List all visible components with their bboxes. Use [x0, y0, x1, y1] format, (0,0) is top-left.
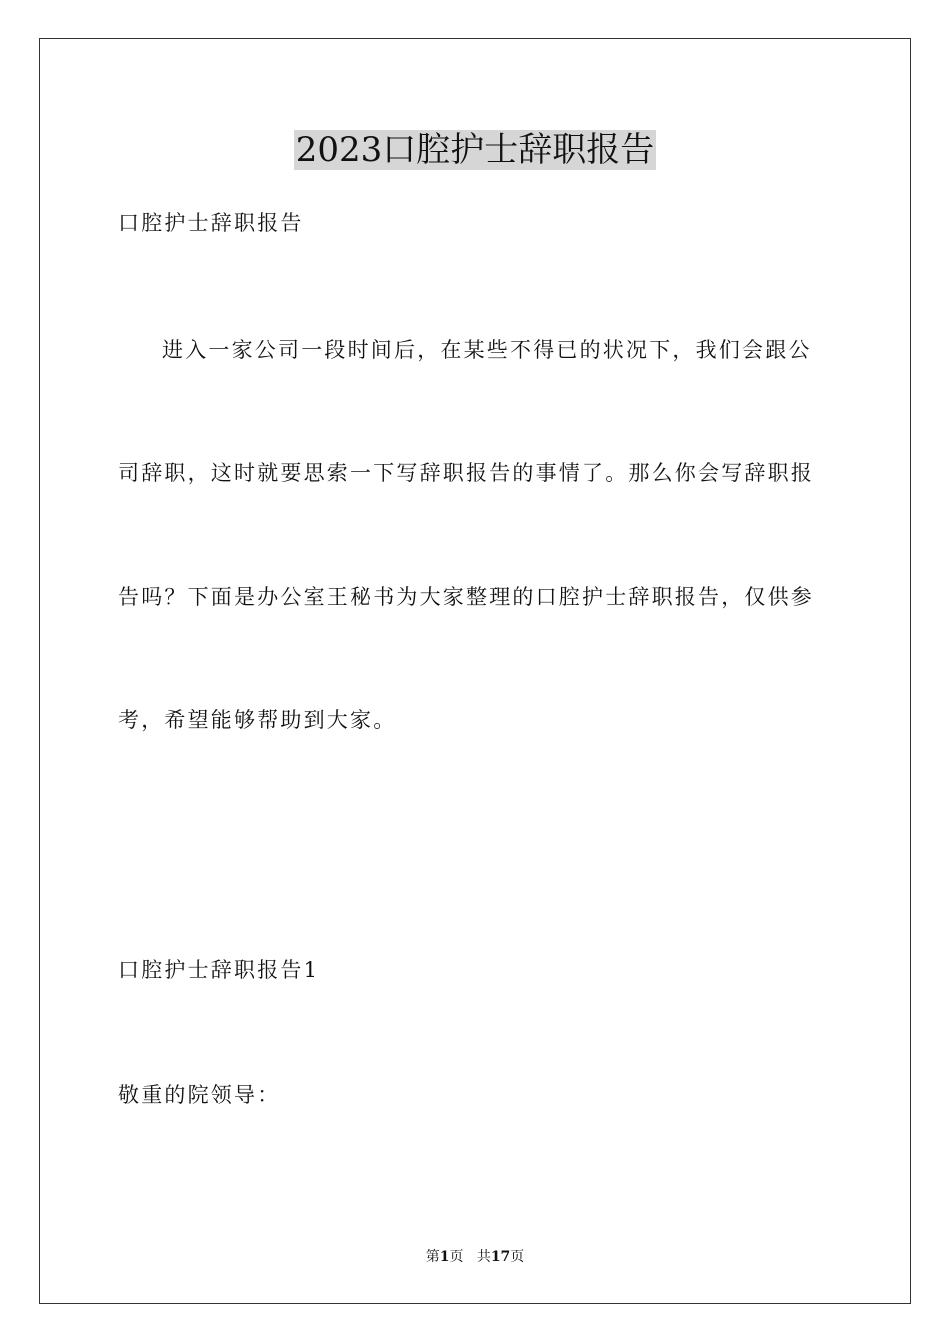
title-text: 2023口腔护士辞职报告 — [295, 130, 655, 170]
intro-line-2: 司辞职，这时就要思索一下写辞职报告的事情了。那么你会写辞职报 — [118, 461, 814, 485]
intro-line-1: 进入一家公司一段时间后，在某些不得已的状况下，我们会跟公 — [162, 338, 812, 362]
footer-page-number: 1 — [439, 1249, 450, 1265]
intro-line-4: 考，希望能够帮助到大家。 — [118, 708, 397, 732]
footer-total-prefix: 共 — [476, 1249, 491, 1265]
salutation: 敬重的院领导： — [118, 1083, 281, 1107]
footer-total-suffix: 页 — [510, 1249, 525, 1265]
document-subtitle: 口腔护士辞职报告 — [118, 211, 304, 235]
intro-line-3: 告吗？下面是办公室王秘书为大家整理的口腔护士辞职报告，仅供参 — [118, 585, 814, 609]
document-title — [0, 128, 950, 172]
section-heading: 口腔护士辞职报告1 — [118, 958, 320, 982]
page-footer — [0, 1247, 950, 1267]
footer-page-suffix: 页 — [449, 1249, 464, 1265]
footer-total-pages: 17 — [490, 1249, 511, 1265]
footer-prefix: 第 — [425, 1249, 440, 1265]
